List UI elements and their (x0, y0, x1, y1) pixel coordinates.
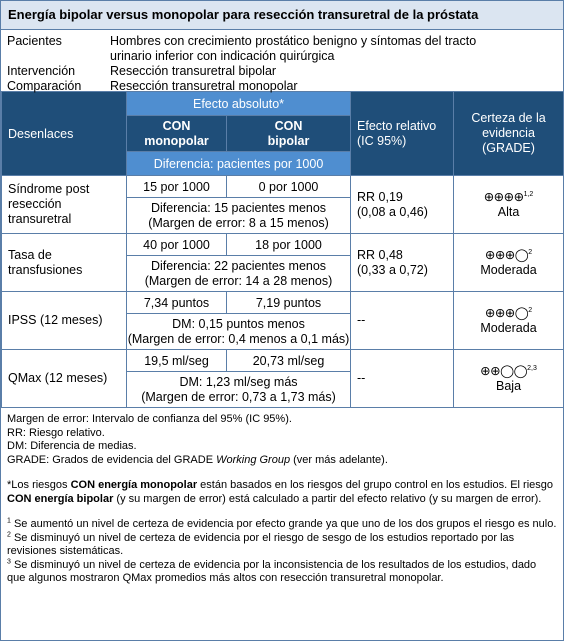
note-grade: GRADE: Grados de evidencia del GRADE Working Group (ver más adelante). (7, 453, 388, 466)
relative-effect: -- (351, 292, 454, 350)
certainty: ⊕⊕⊕⊕$^{1,2}$ Alta (454, 176, 564, 234)
intervencion-label: Intervención (7, 64, 76, 78)
note-riesgos: *Los riesgos CON energía monopolar están basados en los riesgos del grupo control en los estudios. El riesgo CON energía bipolar (y su margen de error) está calculado a partir del efecto relativo (y su margen de error). (7, 479, 554, 505)
monopolar-value: 40 por 1000 (127, 234, 227, 256)
header-efecto-relativo: Efecto relativo (IC 95%) (351, 92, 454, 176)
bipolar-value: 7,19 puntos (227, 292, 351, 314)
comparacion-value: Resección transuretral monopolar (110, 79, 298, 93)
monopolar-value: 19,5 ml/seg (127, 350, 227, 372)
comparacion-label: Comparación (7, 79, 82, 93)
header-certeza: Certeza de la evidencia (GRADE) (454, 92, 564, 176)
difference: DM: 1,23 ml/seg más (Margen de error: 0,73 a 1,73 más) (127, 372, 351, 408)
header-diferencia: Diferencia: pacientes por 1000 (127, 152, 351, 176)
certainty-label: Moderada (480, 320, 537, 335)
certainty-symbols: ⊕⊕⊕◯ (484, 305, 529, 320)
relative-effect: RR 0,19 (0,08 a 0,46) (351, 176, 454, 234)
footnotes (1, 408, 563, 586)
pacientes-label: Pacientes (7, 34, 62, 48)
certainty-label: Moderada (480, 262, 537, 277)
table-title: Energía bipolar versus monopolar para resección transuretral de la próstata (1, 1, 563, 30)
pico-section (1, 30, 563, 91)
pacientes-value-cont: urinario inferior con indicación quirúrgica (110, 49, 335, 63)
certainty: ⊕⊕⊕◯$^2$ Moderada (454, 292, 564, 350)
pacientes-value: Hombres con crecimiento prostático benigno y síntomas del tracto (110, 34, 477, 48)
certainty-symbols: ⊕⊕⊕⊕ (483, 189, 524, 204)
intervencion-value: Resección transuretral bipolar (110, 64, 277, 78)
outcome-label: Síndrome post resección transuretral (2, 176, 127, 234)
footnote-2: $^2$ Se disminuyó un nivel de certeza de evidencia por el riesgo de sesgo de los estudios reportado por las revisiones sistemáticas. (7, 530, 515, 557)
certainty-symbols: ⊕⊕◯◯ (480, 363, 528, 378)
certainty: ⊕⊕◯◯$^{2,3}$ Baja (454, 350, 564, 408)
header-efecto-absoluto: Efecto absoluto* (127, 92, 351, 116)
bipolar-value: 18 por 1000 (227, 234, 351, 256)
relative-effect: RR 0,48 (0,33 a 0,72) (351, 234, 454, 292)
difference: DM: 0,15 puntos menos (Margen de error: 0,4 menos a 0,1 más) (127, 314, 351, 350)
note-dm: DM: Diferencia de medias. (7, 440, 137, 452)
bipolar-value: 0 por 1000 (227, 176, 351, 198)
monopolar-value: 15 por 1000 (127, 176, 227, 198)
outcome-label: Tasa de transfusiones (2, 234, 127, 292)
certainty-label: Alta (497, 204, 520, 219)
footnote-3: $^3$ Se disminuyó un nivel de certeza de evidencia por la inconsistencia de los resultados de los estudios, dado que algunos mostraron QMax promedios más altos con resección transuretral monopolar. (7, 557, 537, 584)
header-desenlaces: Desenlaces (2, 92, 127, 176)
certainty-label: Baja (496, 378, 522, 393)
header-con-monopolar: CON monopolar (127, 116, 227, 152)
certainty-symbols: ⊕⊕⊕◯ (484, 247, 529, 262)
certainty: ⊕⊕⊕◯$^2$ Moderada (454, 234, 564, 292)
difference: Diferencia: 15 pacientes menos (Margen de error: 8 a 15 menos) (127, 198, 351, 234)
note-rr: RR: Riesgo relativo. (7, 426, 105, 439)
outcome-label: IPSS (12 meses) (2, 292, 127, 350)
footnote-1: $^1$ Se aumentó un nivel de certeza de evidencia por efecto grande ya que uno de los dos grupos el riesgo es nulo. (7, 517, 557, 530)
note-margen: Margen de error: Intervalo de confianza del 95% (IC 95%). (7, 413, 292, 425)
outcome-label: QMax (12 meses) (2, 350, 127, 408)
results-table (1, 91, 564, 408)
difference: Diferencia: 22 pacientes menos (Margen de error: 14 a 28 menos) (127, 256, 351, 292)
monopolar-value: 7,34 puntos (127, 292, 227, 314)
bipolar-value: 20,73 ml/seg (227, 350, 351, 372)
relative-effect: -- (351, 350, 454, 408)
header-con-bipolar: CON bipolar (227, 116, 351, 152)
